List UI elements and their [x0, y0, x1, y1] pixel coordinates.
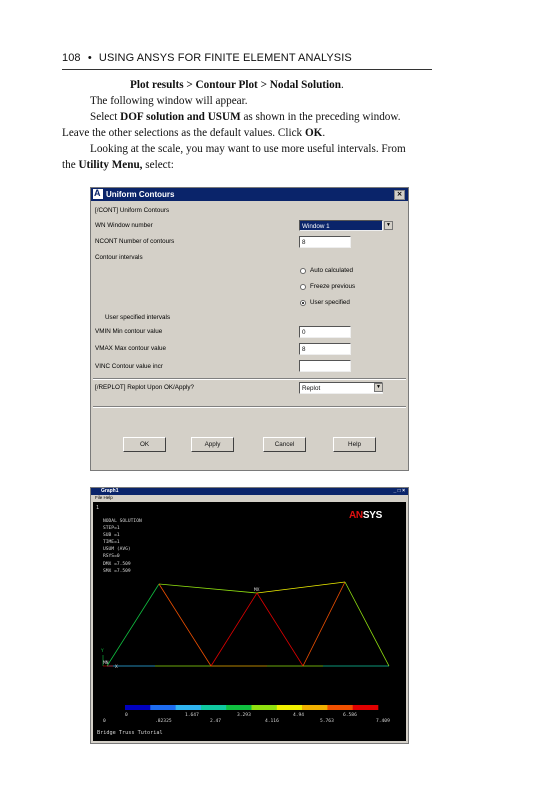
close-icon[interactable]: × — [394, 190, 405, 200]
legend-label-bottom: 5.763 — [320, 719, 334, 724]
legend-label-top: 4.94 — [293, 713, 305, 718]
truss-member — [107, 584, 159, 666]
replot-select[interactable]: Replot — [299, 382, 383, 394]
paragraph-scale — [62, 142, 434, 158]
info-line: TIME=1 — [103, 540, 120, 546]
contour-intervals-label: Contour intervals — [95, 254, 143, 261]
legend-swatch — [327, 705, 353, 710]
info-line: SMX =7.509 — [103, 568, 131, 574]
legend-label-bottom: 7.409 — [376, 719, 390, 724]
truss-member — [257, 582, 345, 593]
replot-label: [/REPLOT] Replot Upon OK/Apply? — [95, 384, 195, 391]
mn-label: MN — [103, 661, 109, 666]
p6-bold: Utility Menu, — [78, 159, 143, 171]
menu-path-end: . — [340, 79, 344, 91]
plot-footer-title: Bridge Truss Tutorial — [97, 730, 163, 736]
ncont-label: NCONT Number of contours — [95, 238, 175, 245]
truss-member — [159, 584, 257, 593]
chevron-down-icon[interactable]: ▼ — [384, 221, 393, 230]
graphics-menu[interactable]: File Help — [95, 495, 113, 500]
paragraph-leave — [62, 126, 434, 142]
info-line: STEP=1 — [103, 526, 120, 532]
paragraph-utility — [62, 158, 434, 174]
header-rule — [62, 69, 432, 70]
contour-legend-bar — [125, 705, 378, 710]
page-number: 108 — [62, 52, 81, 64]
paragraph-window-appear — [62, 94, 434, 110]
vinc-input[interactable] — [299, 360, 351, 372]
p4-post: . — [322, 127, 326, 139]
graphics-menu-bar — [91, 495, 408, 501]
info-line: RSYS=0 — [103, 554, 120, 560]
window-number-select[interactable]: Window 1 — [299, 220, 383, 231]
apply-button[interactable]: Apply — [191, 437, 234, 452]
legend-label-top: 0 — [125, 713, 128, 718]
dialog-separator — [93, 378, 406, 380]
info-line: SUB =1 — [103, 533, 120, 539]
truss-member — [159, 584, 211, 666]
graphics-canvas — [93, 502, 406, 741]
p3-post: as shown in the preceding window. — [240, 111, 401, 123]
menu-path — [130, 78, 502, 94]
legend-swatch — [125, 705, 151, 710]
legend-swatch — [252, 705, 278, 710]
cancel-button[interactable]: Cancel — [263, 437, 306, 452]
legend-label-bottom: 4.116 — [265, 719, 279, 724]
info-line: NODAL SOLUTION — [103, 519, 142, 524]
y-axis-label: Y — [101, 649, 104, 654]
legend-swatch — [150, 705, 176, 710]
dialog-separator-2 — [93, 406, 406, 408]
truss-member — [345, 582, 389, 666]
legend-label-top: 6.586 — [343, 713, 357, 718]
truss-contour-plot — [93, 502, 406, 741]
info-line: USUM (AVG) — [103, 547, 131, 553]
legend-label-top: 3.293 — [237, 713, 251, 718]
p3-pre: Select — [90, 111, 121, 123]
ansys-logo-an: AN — [349, 510, 363, 521]
ncont-input[interactable]: 8 — [299, 236, 351, 248]
graphics-title: Graph1 — [101, 488, 119, 494]
wn-label: WN Window number — [95, 222, 153, 229]
p5-text: Looking at the scale, you may want to use more useful intervals. From — [90, 143, 406, 155]
ansys-logo-sys: SYS — [362, 510, 382, 521]
menu-path-text: Plot results > Contour Plot > Nodal Solution — [130, 79, 341, 91]
chevron-down-icon[interactable]: ▼ — [374, 383, 383, 392]
legend-label-bottom: 2.47 — [210, 719, 222, 724]
ok-button[interactable]: OK — [123, 437, 166, 452]
header-bullet: • — [87, 52, 92, 64]
vmax-label: VMAX Max contour value — [95, 345, 167, 352]
legend-label-bottom: 0 — [103, 719, 106, 724]
radio-freeze-previous[interactable] — [300, 284, 306, 290]
truss-member — [257, 593, 303, 666]
help-button[interactable]: Help — [333, 437, 376, 452]
radio-user-label: User specified — [310, 299, 350, 306]
user-intervals-label: User specified intervals — [105, 314, 171, 321]
p4-pre: Leave the other selections as the default values. Click — [62, 127, 305, 139]
p2-text: The following window will appear. — [90, 95, 248, 107]
radio-user-specified[interactable] — [300, 300, 306, 306]
mx-label: MX — [254, 588, 260, 593]
x-axis-label: X — [115, 665, 118, 670]
legend-label-bottom: .82325 — [155, 719, 172, 724]
radio-auto-label: Auto calculated — [310, 267, 354, 274]
vmin-input[interactable]: 0 — [299, 326, 351, 338]
legend-swatch — [201, 705, 227, 710]
legend-swatch — [277, 705, 303, 710]
truss-member — [211, 593, 257, 666]
p4-bold: OK — [304, 127, 323, 139]
legend-swatch — [302, 705, 328, 710]
paragraph-select — [62, 110, 434, 126]
ansys-app-icon — [93, 189, 103, 199]
dialog-title-bar — [91, 188, 408, 201]
vmin-label: VMIN Min contour value — [95, 328, 163, 335]
radio-auto-calculated[interactable] — [300, 268, 306, 274]
vmax-input[interactable]: 8 — [299, 343, 351, 355]
window-controls[interactable]: _ □ × — [393, 488, 405, 494]
running-title: USING ANSYS FOR FINITE ELEMENT ANALYSIS — [98, 52, 352, 64]
dialog-title: Uniform Contours — [106, 190, 175, 199]
legend-swatch — [176, 705, 202, 710]
truss-member — [303, 582, 345, 666]
legend-swatch — [226, 705, 252, 710]
window-number: 1 — [96, 505, 100, 511]
uniform-contours-dialog — [90, 187, 409, 471]
cont-command-label: [/CONT] Uniform Contours — [95, 207, 170, 214]
radio-freeze-label: Freeze previous — [310, 283, 356, 290]
page-header — [62, 52, 352, 64]
p3-bold: DOF solution and USUM — [120, 111, 241, 123]
vinc-label: VINC Contour value incr — [95, 363, 163, 370]
graphics-title-bar — [91, 488, 408, 495]
graphics-window — [90, 487, 409, 744]
info-line: DMX =7.509 — [103, 561, 131, 567]
legend-swatch — [353, 705, 379, 710]
p6-pre: the — [62, 159, 79, 171]
p6-post: select: — [142, 159, 174, 171]
legend-label-top: 1.647 — [185, 713, 199, 718]
